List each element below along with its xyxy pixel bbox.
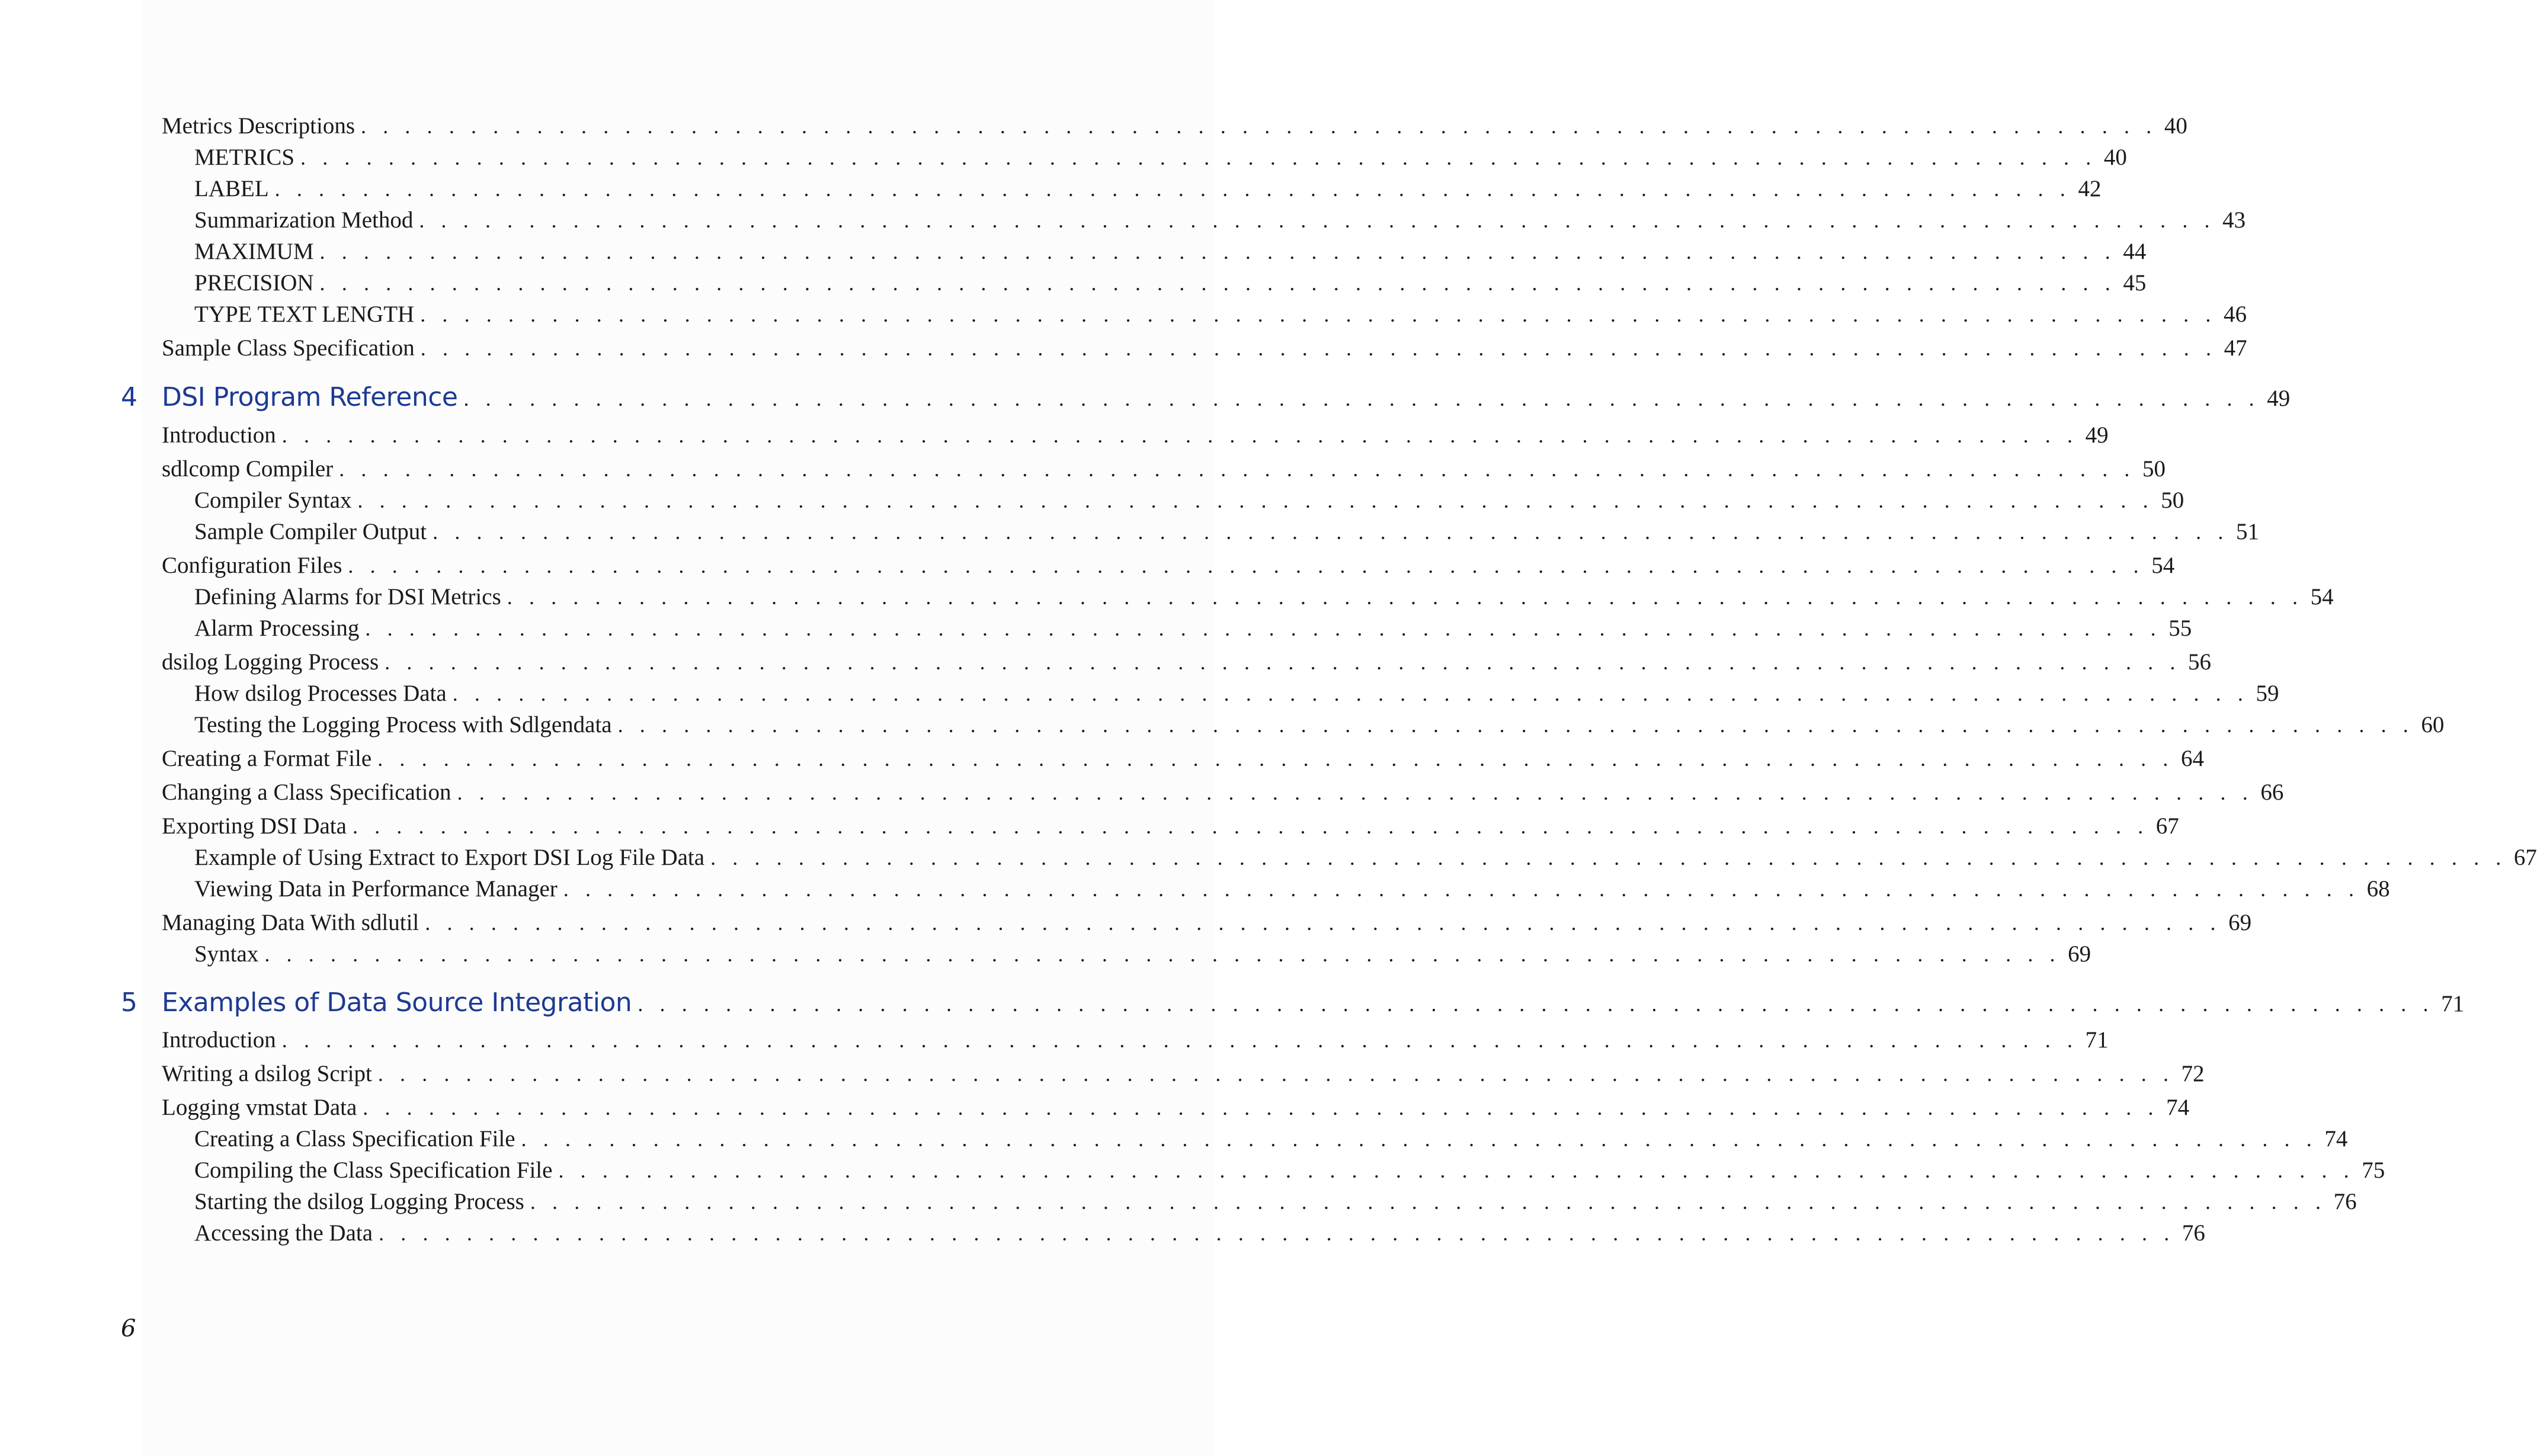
dot-leader: . . . . . . . . . . . . . . . . . . . . . . . . . . . . . . . . . . . . . . . . . . . . . . . . . . . . . . . . . . . . . . . . . . . . . . . . . . . . . . . . . .	[530, 1190, 2327, 1214]
toc-entry-page: 72	[2181, 1061, 2205, 1086]
dot-leader: . . . . . . . . . . . . . . . . . . . . . . . . . . . . . . . . . . . . . . . . . . . . . . . . . . . . . . . . . . . . . . . . . . . . . . . . . . . . . . . . . .	[319, 240, 2116, 264]
toc-entry-title: Introduction	[162, 422, 276, 448]
toc-entry-title: Accessing the Data	[194, 1220, 373, 1246]
dot-leader: . . . . . . . . . . . . . . . . . . . . . . . . . . . . . . . . . . . . . . . . . . . . . . . . . . . . . . . . . . . . . . . . . . . . . . . . . . . . . . . . . .	[507, 585, 2304, 609]
dot-leader: . . . . . . . . . . . . . . . . . . . . . . . . . . . . . . . . . . . . . . . . . . . . . . . . . . . . . . . . . . . . . . . . . . . . . . . . . . . . . . . . . .	[558, 1159, 2355, 1182]
toc-entry-page: 71	[2085, 1027, 2109, 1053]
dot-leader: . . . . . . . . . . . . . . . . . . . . . . . . . . . . . . . . . . . . . . . . . . . . . . . . . . . . . . . . . . . . . . . . . . . . . . . . . . . . . . . . . .	[319, 271, 2116, 295]
toc-entry-title: sdlcomp Compiler	[162, 456, 334, 482]
chapter-number: 5	[121, 987, 137, 1018]
toc-entry[interactable]	[162, 422, 2109, 448]
toc-entry[interactable]	[194, 144, 2127, 171]
toc-entry-title: Managing Data With sdlutil	[162, 910, 419, 935]
toc-entry-page: 59	[2256, 681, 2279, 706]
toc-entry-title: PRECISION	[194, 270, 314, 296]
dot-leader: . . . . . . . . . . . . . . . . . . . . . . . . . . . . . . . . . . . . . . . . . . . . . . . . . . . . . . . . . . . . . . . . . . . . . . . . . . . . . . . . . .	[563, 877, 2360, 901]
toc-entry-page: 47	[2224, 335, 2247, 361]
toc-entry-page: 67	[2513, 845, 2537, 870]
dot-leader: . . . . . . . . . . . . . . . . . . . . . . . . . . . . . . . . . . . . . . . . . . . . . . . . . . . . . . . . . . . . . . . . . . . . . . . . . . . . . . . . . .	[385, 650, 2181, 674]
dot-leader: . . . . . . . . . . . . . . . . . . . . . . . . . . . . . . . . . . . . . . . . . . . . . . . . . . . . . . . . . . . . . . . . . . . . . . . . . . . . . . . . . .	[638, 992, 2435, 1016]
dot-leader: . . . . . . . . . . . . . . . . . . . . . . . . . . . . . . . . . . . . . . . . . . . . . . . . . . . . . . . . . . . . . . . . . . . . . . . . . . . . . . . . . .	[363, 1096, 2160, 1120]
toc-entry[interactable]	[162, 779, 2284, 806]
toc-entry-title: Creating a Format File	[162, 746, 372, 771]
toc-entry-page: 50	[2161, 488, 2184, 513]
dot-leader: . . . . . . . . . . . . . . . . . . . . . . . . . . . . . . . . . . . . . . . . . . . . . . . . . . . . . . . . . . . . . . . . . . . . . . . . . . . . . . . . . .	[281, 1028, 2078, 1052]
toc-entry-page: 54	[2310, 584, 2334, 610]
dot-leader: . . . . . . . . . . . . . . . . . . . . . . . . . . . . . . . . . . . . . . . . . . . . . . . . . . . . . . . . . . . . . . . . . . . . . . . . . . . . . . . . . .	[274, 177, 2071, 201]
toc-entry-page: 67	[2155, 813, 2179, 839]
toc-entry-title: Logging vmstat Data	[162, 1095, 357, 1120]
toc-entry-title: Introduction	[162, 1027, 276, 1053]
toc-entry-page: 40	[2164, 113, 2187, 139]
toc-entry[interactable]	[194, 301, 2247, 328]
toc-entry-title: Viewing Data in Performance Manager	[194, 876, 558, 902]
toc-entry[interactable]	[194, 615, 2192, 642]
toc-entry[interactable]	[194, 207, 2246, 233]
toc-entry-title: Alarm Processing	[194, 615, 360, 641]
toc-entry[interactable]	[194, 270, 2147, 296]
dot-leader: . . . . . . . . . . . . . . . . . . . . . . . . . . . . . . . . . . . . . . . . . . . . . . . . . . . . . . . . . . . . . . . . . . . . . . . . . . . . . . . . . .	[433, 520, 2229, 544]
toc-entry-title: Writing a dsilog Script	[162, 1061, 372, 1086]
dot-leader: . . . . . . . . . . . . . . . . . . . . . . . . . . . . . . . . . . . . . . . . . . . . . . . . . . . . . . . . . . . . . . . . . . . . . . . . . . . . . . . . . .	[361, 114, 2157, 138]
toc-entry[interactable]	[194, 487, 2184, 514]
toc-entry-page: 54	[2151, 553, 2175, 578]
chapter-title: Examples of Data Source Integration	[162, 987, 632, 1018]
toc-entry-title: LABEL	[194, 176, 269, 201]
dot-leader: . . . . . . . . . . . . . . . . . . . . . . . . . . . . . . . . . . . . . . . . . . . . . . . . . . . . . . . . . . . . . . . . . . . . . . . . . . . . . . . . . .	[348, 554, 2145, 578]
toc-entry-page: 68	[2366, 876, 2390, 902]
toc-entry[interactable]	[194, 1188, 2357, 1215]
toc-entry[interactable]	[194, 175, 2102, 202]
toc-entry[interactable]	[162, 456, 2166, 482]
page-number: 6	[121, 1315, 136, 1342]
toc-entry-page: 51	[2235, 519, 2259, 544]
toc-entry-title: Compiling the Class Specification File	[194, 1157, 553, 1183]
toc-entry[interactable]	[194, 1220, 2205, 1246]
toc-entry-page: 44	[2123, 239, 2147, 264]
toc-entry[interactable]	[162, 335, 2247, 361]
toc-entry[interactable]	[162, 552, 2175, 579]
toc-entry-title: Metrics Descriptions	[162, 113, 355, 139]
dot-leader: . . . . . . . . . . . . . . . . . . . . . . . . . . . . . . . . . . . . . . . . . . . . . . . . . . . . . . . . . . . . . . . . . . . . . . . . . . . . . . . . . .	[365, 617, 2162, 640]
toc-entry-page: 56	[2187, 649, 2211, 675]
dot-leader: . . . . . . . . . . . . . . . . . . . . . . . . . . . . . . . . . . . . . . . . . . . . . . . . . . . . . . . . . . . . . . . . . . . . . . . . . . . . . . . . . .	[300, 146, 2097, 169]
toc-entry-title: MAXIMUM	[194, 239, 314, 264]
toc-entry-title: Starting the dsilog Logging Process	[194, 1189, 524, 1214]
toc-entry-page: 49	[2085, 422, 2109, 448]
dot-leader: . . . . . . . . . . . . . . . . . . . . . . . . . . . . . . . . . . . . . . . . . . . . . . . . . . . . . . . . . . . . . . . . . . . . . . . . . . . . . . . . . .	[420, 336, 2217, 360]
toc-entry-title: TYPE TEXT LENGTH	[194, 302, 415, 327]
toc-entry[interactable]	[194, 680, 2279, 707]
dot-leader: . . . . . . . . . . . . . . . . . . . . . . . . . . . . . . . . . . . . . . . . . . . . . . . . . . . . . . . . . . . . . . . . . . . . . . . . . . . . . . . . . .	[710, 846, 2507, 870]
dot-leader: . . . . . . . . . . . . . . . . . . . . . . . . . . . . . . . . . . . . . . . . . . . . . . . . . . . . . . . . . . . . . . . . . . . . . . . . . . . . . . . . . .	[377, 1062, 2174, 1086]
chapter-heading[interactable]	[121, 382, 2291, 412]
toc-entry-page: 40	[2103, 145, 2127, 170]
toc-entry[interactable]	[194, 518, 2259, 545]
toc-entry-title: Testing the Logging Process with Sdlgendata	[194, 712, 612, 737]
toc-entry-title: How dsilog Processes Data	[194, 681, 447, 706]
dot-leader: . . . . . . . . . . . . . . . . . . . . . . . . . . . . . . . . . . . . . . . . . . . . . . . . . . . . . . . . . . . . . . . . . . . . . . . . . . . . . . . . . .	[264, 942, 2061, 966]
dot-leader: . . . . . . . . . . . . . . . . . . . . . . . . . . . . . . . . . . . . . . . . . . . . . . . . . . . . . . . . . . . . . . . . . . . . . . . . . . . . . . . . . .	[352, 814, 2149, 838]
toc-entry-page: 71	[2441, 991, 2465, 1016]
toc-entry[interactable]	[162, 745, 2204, 772]
toc-entry[interactable]	[162, 113, 2187, 139]
toc-entry[interactable]	[162, 1094, 2190, 1121]
dot-leader: . . . . . . . . . . . . . . . . . . . . . . . . . . . . . . . . . . . . . . . . . . . . . . . . . . . . . . . . . . . . . . . . . . . . . . . . . . . . . . . . . .	[463, 387, 2260, 410]
toc-entry[interactable]	[162, 1060, 2205, 1087]
toc-entry-title: dsilog Logging Process	[162, 649, 379, 675]
dot-leader: . . . . . . . . . . . . . . . . . . . . . . . . . . . . . . . . . . . . . . . . . . . . . . . . . . . . . . . . . . . . . . . . . . . . . . . . . . . . . . . . . .	[281, 424, 2078, 447]
toc-entry-page: 69	[2228, 910, 2252, 935]
dot-leader: . . . . . . . . . . . . . . . . . . . . . . . . . . . . . . . . . . . . . . . . . . . . . . . . . . . . . . . . . . . . . . . . . . . . . . . . . . . . . . . . . .	[377, 747, 2174, 771]
toc-entry-page: 45	[2123, 270, 2147, 296]
toc-entry[interactable]	[194, 875, 2390, 902]
dot-leader: . . . . . . . . . . . . . . . . . . . . . . . . . . . . . . . . . . . . . . . . . . . . . . . . . . . . . . . . . . . . . . . . . . . . . . . . . . . . . . . . . .	[379, 1221, 2175, 1245]
toc-entry-page: 42	[2078, 176, 2102, 201]
dot-leader: . . . . . . . . . . . . . . . . . . . . . . . . . . . . . . . . . . . . . . . . . . . . . . . . . . . . . . . . . . . . . . . . . . . . . . . . . . . . . . . . . .	[357, 489, 2154, 512]
toc-entry[interactable]	[194, 583, 2334, 610]
dot-leader: . . . . . . . . . . . . . . . . . . . . . . . . . . . . . . . . . . . . . . . . . . . . . . . . . . . . . . . . . . . . . . . . . . . . . . . . . . . . . . . . . .	[420, 303, 2216, 326]
chapter-heading[interactable]	[121, 987, 2465, 1018]
dot-leader: . . . . . . . . . . . . . . . . . . . . . . . . . . . . . . . . . . . . . . . . . . . . . . . . . . . . . . . . . . . . . . . . . . . . . . . . . . . . . . . . . .	[425, 911, 2222, 935]
toc-entry-title: Sample Class Specification	[162, 335, 415, 361]
toc-entry[interactable]	[194, 711, 2445, 738]
toc-entry-page: 66	[2260, 780, 2284, 805]
toc-entry-page: 60	[2421, 712, 2445, 737]
chapter-number: 4	[121, 382, 137, 412]
toc-entry-page: 74	[2166, 1095, 2190, 1120]
toc-entry[interactable]	[194, 844, 2537, 871]
toc-entry[interactable]	[194, 238, 2147, 265]
toc-entry-title: Creating a Class Specification File	[194, 1126, 515, 1152]
dot-leader: . . . . . . . . . . . . . . . . . . . . . . . . . . . . . . . . . . . . . . . . . . . . . . . . . . . . . . . . . . . . . . . . . . . . . . . . . . . . . . . . . .	[617, 713, 2414, 737]
toc-entry-title: Sample Compiler Output	[194, 519, 427, 544]
toc-entry-page: 64	[2181, 746, 2204, 771]
toc-entry-page: 75	[2362, 1157, 2385, 1183]
toc-entry-page: 49	[2267, 386, 2291, 411]
toc-entry-title: Compiler Syntax	[194, 488, 352, 513]
toc-entry-page: 46	[2224, 302, 2247, 327]
toc-entry-page: 43	[2222, 207, 2246, 233]
toc-entry-page: 69	[2068, 941, 2091, 967]
chapter-title: DSI Program Reference	[162, 382, 458, 412]
toc-entry-title: Summarization Method	[194, 207, 414, 233]
toc-entry-title: Example of Using Extract to Export DSI Log File Data	[194, 845, 705, 870]
toc-entry-page: 50	[2142, 456, 2166, 482]
dot-leader: . . . . . . . . . . . . . . . . . . . . . . . . . . . . . . . . . . . . . . . . . . . . . . . . . . . . . . . . . . . . . . . . . . . . . . . . . . . . . . . . . .	[419, 209, 2216, 232]
toc-entry-page: 74	[2324, 1126, 2348, 1152]
dot-leader: . . . . . . . . . . . . . . . . . . . . . . . . . . . . . . . . . . . . . . . . . . . . . . . . . . . . . . . . . . . . . . . . . . . . . . . . . . . . . . . . . .	[452, 682, 2249, 705]
dot-leader: . . . . . . . . . . . . . . . . . . . . . . . . . . . . . . . . . . . . . . . . . . . . . . . . . . . . . . . . . . . . . . . . . . . . . . . . . . . . . . . . . .	[457, 781, 2254, 804]
toc-entry[interactable]	[162, 649, 2211, 675]
toc-entry-title: METRICS	[194, 145, 295, 170]
toc-entry-title: Syntax	[194, 941, 259, 967]
toc-entry-page: 76	[2182, 1220, 2205, 1246]
toc-entry[interactable]	[162, 909, 2252, 936]
toc-entry-title: Changing a Class Specification	[162, 780, 451, 805]
toc-entry-title: Exporting DSI Data	[162, 813, 347, 839]
toc-entry[interactable]	[194, 1125, 2348, 1152]
toc-entry-page: 76	[2333, 1189, 2357, 1214]
toc-entry-title: Configuration Files	[162, 553, 342, 578]
toc-entry-title: Defining Alarms for DSI Metrics	[194, 584, 501, 610]
toc-entry-page: 55	[2168, 615, 2192, 641]
toc-entry[interactable]	[194, 941, 2091, 967]
toc-entry[interactable]	[162, 1027, 2109, 1053]
dot-leader: . . . . . . . . . . . . . . . . . . . . . . . . . . . . . . . . . . . . . . . . . . . . . . . . . . . . . . . . . . . . . . . . . . . . . . . . . . . . . . . . . .	[339, 457, 2136, 481]
dot-leader: . . . . . . . . . . . . . . . . . . . . . . . . . . . . . . . . . . . . . . . . . . . . . . . . . . . . . . . . . . . . . . . . . . . . . . . . . . . . . . . . . .	[521, 1127, 2318, 1151]
toc-entry[interactable]	[194, 1157, 2385, 1184]
toc-entry[interactable]	[162, 813, 2179, 839]
